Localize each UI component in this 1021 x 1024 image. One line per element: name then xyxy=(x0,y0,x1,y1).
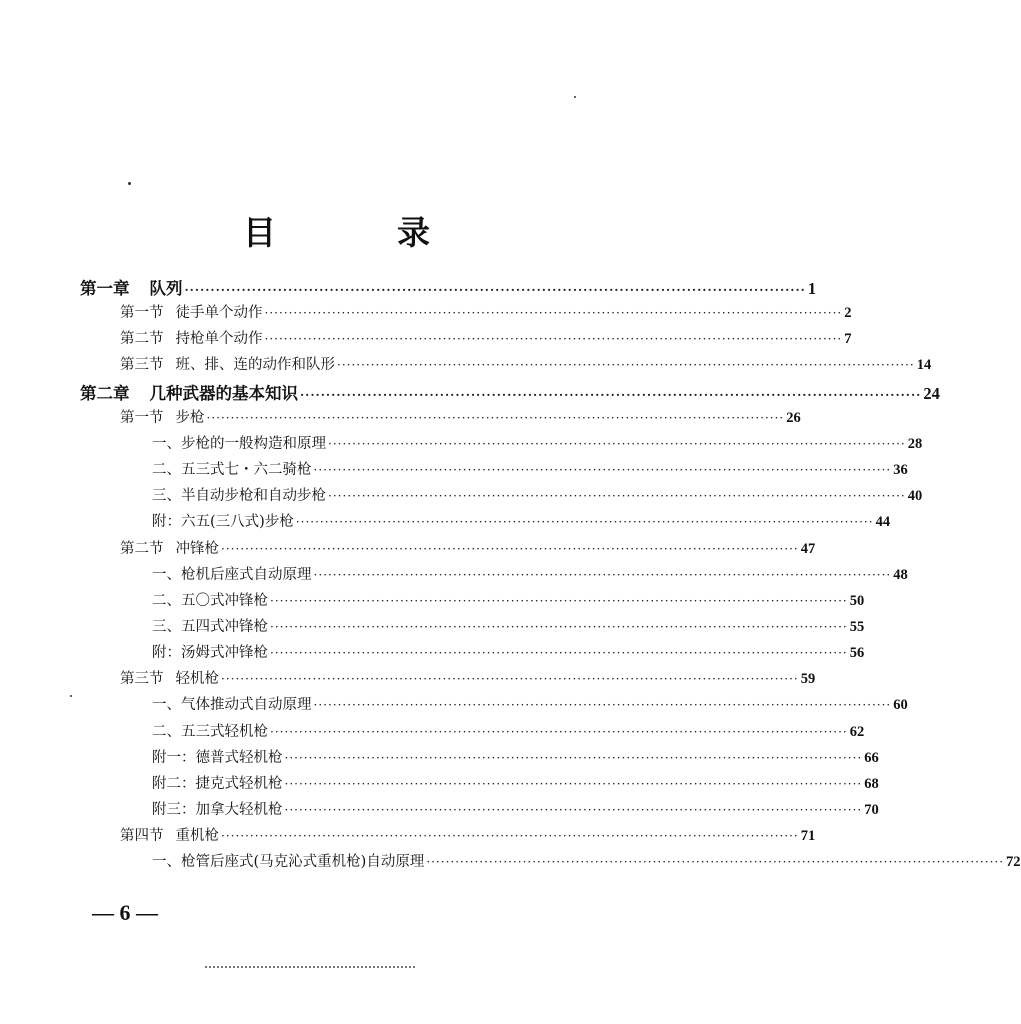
toc-entry-label xyxy=(152,589,268,610)
toc-entry-label xyxy=(152,458,312,479)
toc-entry-page: 72 xyxy=(1006,854,1021,870)
toc-entry-page: 62 xyxy=(849,724,865,740)
toc-section-entry xyxy=(120,406,801,430)
toc-entry-text: 二、五三式轻机枪 xyxy=(152,724,268,740)
toc-entry-text: 附：六五(三八式)步枪 xyxy=(152,514,294,530)
toc-entry-number: 第一节 xyxy=(120,305,164,321)
toc-entry-page: 26 xyxy=(786,410,801,426)
toc-entry-text: 队列 xyxy=(149,279,183,298)
toc-entry-page: 50 xyxy=(849,593,865,609)
toc-entry-label xyxy=(152,510,294,531)
dot-leader: ························································································································ xyxy=(328,437,906,451)
toc-item-entry xyxy=(152,589,865,613)
dot-leader: ························································································································ xyxy=(313,463,892,477)
toc-item-entry xyxy=(152,510,891,534)
toc-item-entry xyxy=(152,746,879,770)
dot-leader: ························································································································ xyxy=(270,620,848,634)
toc-entry-text: 一、枪管后座式(马克沁式重机枪)自动原理 xyxy=(152,854,425,870)
toc-entry-text: 几种武器的基本知识 xyxy=(149,384,298,403)
toc-item-entry xyxy=(152,798,879,822)
toc-entry-text: 班、排、连的动作和队形 xyxy=(175,357,335,373)
toc-entry-label xyxy=(152,432,326,453)
toc-entry-label xyxy=(152,693,312,714)
scan-artifact-dots xyxy=(205,966,415,970)
dot-leader: ························································································································ xyxy=(295,515,874,529)
dot-leader: ························································································································ xyxy=(300,388,922,402)
toc-section-entry xyxy=(120,353,932,377)
toc-entry-text: 三、半自动步枪和自动步枪 xyxy=(152,488,326,504)
toc-entry-page: 70 xyxy=(864,802,879,818)
toc-item-entry xyxy=(152,641,865,665)
toc-entry-text: 徒手单个动作 xyxy=(175,305,263,321)
toc-entry-text: 持枪单个动作 xyxy=(175,331,263,347)
toc-entry-text: 二、五三式七・六二骑枪 xyxy=(152,462,312,478)
toc-entry-label xyxy=(120,301,263,322)
toc-entry-label xyxy=(152,798,283,819)
toc-entry-text: 重机枪 xyxy=(175,828,219,844)
toc-item-entry xyxy=(152,772,879,796)
toc-entry-page: 47 xyxy=(800,541,816,557)
dot-leader: ························································································································ xyxy=(264,332,843,346)
toc-entry-label xyxy=(120,537,219,558)
toc-entry-label xyxy=(152,772,283,793)
toc-item-entry xyxy=(152,615,865,639)
toc-entry-text: 轻机枪 xyxy=(175,671,219,687)
toc-entry-text: 一、步枪的一般构造和原理 xyxy=(152,436,326,452)
toc-section-entry xyxy=(120,327,852,351)
toc-entry-text: 一、枪机后座式自动原理 xyxy=(152,567,312,583)
toc-entry-text: 二、五〇式冲锋枪 xyxy=(152,593,268,609)
toc-entry-page: 40 xyxy=(907,488,923,504)
dot-leader: ························································································································ xyxy=(270,725,848,739)
page-title: 目 录 xyxy=(243,213,474,252)
scan-speck xyxy=(128,182,131,185)
toc-entry-page: 60 xyxy=(893,697,908,713)
toc-entry-text: 一、气体推动式自动原理 xyxy=(152,697,312,713)
toc-entry-page: 71 xyxy=(800,828,816,844)
toc-entry-label xyxy=(152,484,326,505)
dot-leader: ························································································································ xyxy=(426,855,1005,869)
toc-entry-label xyxy=(152,720,268,741)
dot-leader: ························································································································ xyxy=(313,568,892,582)
toc-entry-page: 55 xyxy=(849,619,865,635)
dot-leader: ························································································································ xyxy=(337,358,915,372)
dot-leader: ························································································································ xyxy=(221,542,799,556)
dot-leader: ························································································································ xyxy=(264,306,843,320)
toc-entry-text: 三、五四式冲锋枪 xyxy=(152,619,268,635)
scan-speck xyxy=(574,96,576,98)
toc-entry-page: 28 xyxy=(907,436,923,452)
toc-item-entry xyxy=(152,563,908,587)
toc-entry-page: 14 xyxy=(916,357,932,373)
toc-entry-text: 附三：加拿大轻机枪 xyxy=(152,802,283,818)
toc-section-entry xyxy=(120,537,816,561)
toc-item-entry xyxy=(152,720,865,744)
toc-entry-text: 附：汤姆式冲锋枪 xyxy=(152,645,268,661)
toc-entry-number: 第一节 xyxy=(120,410,164,426)
dot-leader: ························································································································ xyxy=(284,803,863,817)
toc-entry-page: 1 xyxy=(807,279,817,298)
toc-entry-page: 66 xyxy=(864,750,879,766)
dot-leader: ························································································································ xyxy=(284,777,863,791)
toc-entry-label xyxy=(80,380,298,404)
toc-entry-page: 44 xyxy=(875,514,891,530)
dot-leader: ························································································································ xyxy=(284,751,863,765)
toc-entry-page: 2 xyxy=(844,305,852,321)
toc-entry-number: 第三节 xyxy=(120,357,164,373)
toc-entry-page: 48 xyxy=(893,567,908,583)
toc-entry-number: 第二节 xyxy=(120,541,164,557)
toc-entry-label xyxy=(120,667,219,688)
dot-leader: ························································································································ xyxy=(206,411,785,425)
toc-entry-page: 68 xyxy=(864,776,879,792)
toc-entry-label xyxy=(120,353,335,374)
toc-entry-page: 36 xyxy=(893,462,908,478)
toc-entry-label xyxy=(152,563,312,584)
toc-entry-label xyxy=(120,327,263,348)
toc-entry-page: 59 xyxy=(800,671,816,687)
toc-entry-label xyxy=(152,615,268,636)
page-number: — 6 — xyxy=(92,900,158,925)
toc-item-entry xyxy=(152,850,1021,874)
dot-leader: ························································································································ xyxy=(221,672,799,686)
toc-chapter-entry xyxy=(80,275,817,299)
toc-entry-label xyxy=(80,275,183,299)
toc-entry-page: 7 xyxy=(844,331,852,347)
toc-section-entry xyxy=(120,301,852,325)
scan-speck xyxy=(70,695,72,697)
toc-entry-page: 24 xyxy=(923,384,940,403)
toc-section-entry xyxy=(120,667,816,691)
toc-entry-text: 步枪 xyxy=(175,410,205,426)
toc-item-entry xyxy=(152,484,923,508)
toc-chapter-entry xyxy=(80,380,940,404)
toc-item-entry xyxy=(152,693,908,717)
toc-entry-number: 第二节 xyxy=(120,331,164,347)
toc-entry-number: 第四节 xyxy=(120,828,164,844)
toc-item-entry xyxy=(152,458,908,482)
dot-leader: ························································································································ xyxy=(270,646,848,660)
toc-entry-label xyxy=(152,746,283,767)
toc-entry-number: 第三节 xyxy=(120,671,164,687)
dot-leader: ························································································································ xyxy=(328,489,906,503)
toc-entry-page: 56 xyxy=(849,645,865,661)
toc-item-entry xyxy=(152,432,923,456)
dot-leader: ························································································································ xyxy=(184,283,806,297)
toc-entry-label xyxy=(120,824,219,845)
toc-entry-label xyxy=(152,850,424,871)
dot-leader: ························································································································ xyxy=(221,829,799,843)
toc-entry-text: 附二：捷克式轻机枪 xyxy=(152,776,283,792)
toc-entry-label xyxy=(152,641,268,662)
toc-entry-label xyxy=(120,406,205,427)
toc-entry-number: 第二章 xyxy=(80,384,130,403)
dot-leader: ························································································································ xyxy=(270,594,848,608)
toc-entry-text: 冲锋枪 xyxy=(175,541,219,557)
dot-leader: ························································································································ xyxy=(313,698,892,712)
toc-entry-text: 附一：德普式轻机枪 xyxy=(152,750,283,766)
toc-entry-number: 第一章 xyxy=(80,279,130,298)
toc-section-entry xyxy=(120,824,816,848)
